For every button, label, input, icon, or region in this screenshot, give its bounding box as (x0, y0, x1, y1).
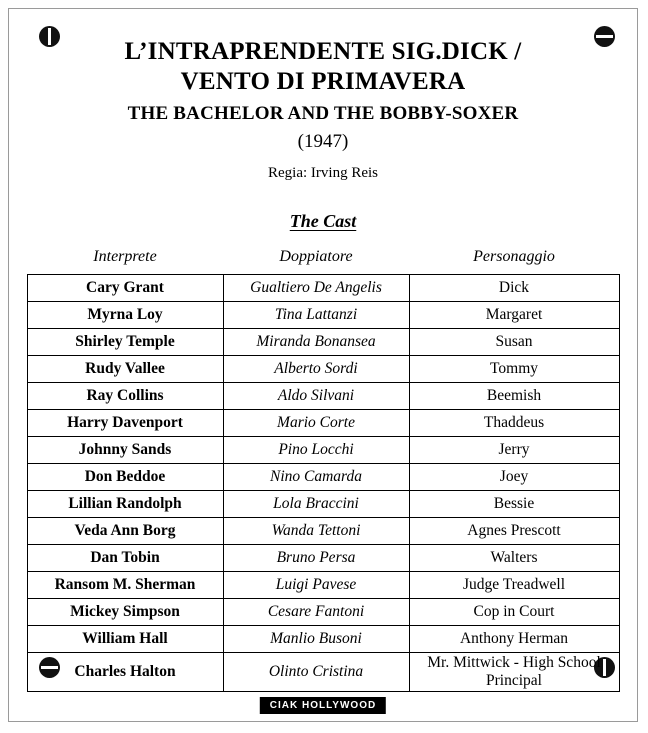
table-header-row (27, 244, 619, 275)
table-row (27, 518, 619, 545)
cell-actor: Ray Collins (27, 383, 223, 410)
original-title: THE BACHELOR AND THE BOBBY-SOXER (127, 103, 519, 124)
publisher-logo: CIAK HOLLYWOOD (260, 697, 386, 714)
cell-character: Beemish (409, 383, 619, 410)
cell-actor: Cary Grant (27, 275, 223, 302)
table-row (27, 437, 619, 464)
cell-actor: Shirley Temple (27, 329, 223, 356)
cell-voice: Miranda Bonansea (223, 329, 409, 356)
cell-actor: Veda Ann Borg (27, 518, 223, 545)
cell-voice: Nino Camarda (223, 464, 409, 491)
cell-character: Bessie (409, 491, 619, 518)
cell-character: Mr. Mittwick - High School Principal (409, 653, 619, 692)
cell-character: Cop in Court (409, 599, 619, 626)
cell-actor: William Hall (27, 626, 223, 653)
cell-character: Walters (409, 545, 619, 572)
cast-table (27, 244, 620, 692)
cell-voice: Alberto Sordi (223, 356, 409, 383)
cell-voice: Gualtiero De Angelis (223, 275, 409, 302)
cell-character: Susan (409, 329, 619, 356)
cell-actor: Ransom M. Sherman (27, 572, 223, 599)
cell-actor: Charles Halton (27, 653, 223, 692)
column-header-personaggio: Personaggio (473, 248, 555, 265)
cell-voice: Wanda Tettoni (223, 518, 409, 545)
cell-voice: Aldo Silvani (223, 383, 409, 410)
column-header-doppiatore: Doppiatore (279, 248, 353, 265)
cell-character: Jerry (409, 437, 619, 464)
cell-character: Anthony Herman (409, 626, 619, 653)
title-line-2: VENTO DI PRIMAVERA (180, 67, 466, 95)
cast-table-head (27, 244, 619, 275)
cell-voice: Pino Locchi (223, 437, 409, 464)
table-row (27, 491, 619, 518)
cell-actor: Johnny Sands (27, 437, 223, 464)
table-row (27, 545, 619, 572)
cell-voice: Lola Braccini (223, 491, 409, 518)
cell-character: Tommy (409, 356, 619, 383)
cell-voice: Luigi Pavese (223, 572, 409, 599)
cell-actor: Mickey Simpson (27, 599, 223, 626)
table-row (27, 275, 619, 302)
release-year: (1947) (297, 131, 349, 152)
cell-actor: Rudy Vallee (27, 356, 223, 383)
table-row (27, 383, 619, 410)
table-row (27, 599, 619, 626)
cell-voice: Olinto Cristina (223, 653, 409, 692)
cell-character: Thaddeus (409, 410, 619, 437)
cast-section-heading: The Cast (289, 211, 357, 231)
cell-voice: Bruno Persa (223, 545, 409, 572)
cell-voice: Manlio Busoni (223, 626, 409, 653)
table-row (27, 653, 619, 692)
document-content (9, 9, 637, 692)
table-row (27, 464, 619, 491)
cell-actor: Lillian Randolph (27, 491, 223, 518)
cell-actor: Dan Tobin (27, 545, 223, 572)
table-row (27, 356, 619, 383)
document-page (8, 8, 638, 722)
cell-voice: Mario Corte (223, 410, 409, 437)
cell-character: Margaret (409, 302, 619, 329)
table-row (27, 572, 619, 599)
table-row (27, 410, 619, 437)
table-row (27, 626, 619, 653)
title-line-1: L’INTRAPRENDENTE SIG.DICK / (124, 38, 522, 65)
cell-actor: Harry Davenport (27, 410, 223, 437)
director-credit: Regia: Irving Reis (268, 165, 378, 181)
cell-character: Dick (409, 275, 619, 302)
cell-actor: Don Beddoe (27, 464, 223, 491)
page-title (9, 37, 637, 96)
cell-actor: Myrna Loy (27, 302, 223, 329)
table-row (27, 329, 619, 356)
column-header-interprete: Interprete (93, 248, 157, 265)
cell-voice: Cesare Fantoni (223, 599, 409, 626)
table-row (27, 302, 619, 329)
cell-character: Agnes Prescott (409, 518, 619, 545)
cell-voice: Tina Lattanzi (223, 302, 409, 329)
cast-table-body (27, 275, 619, 692)
cell-character: Joey (409, 464, 619, 491)
cell-character: Judge Treadwell (409, 572, 619, 599)
